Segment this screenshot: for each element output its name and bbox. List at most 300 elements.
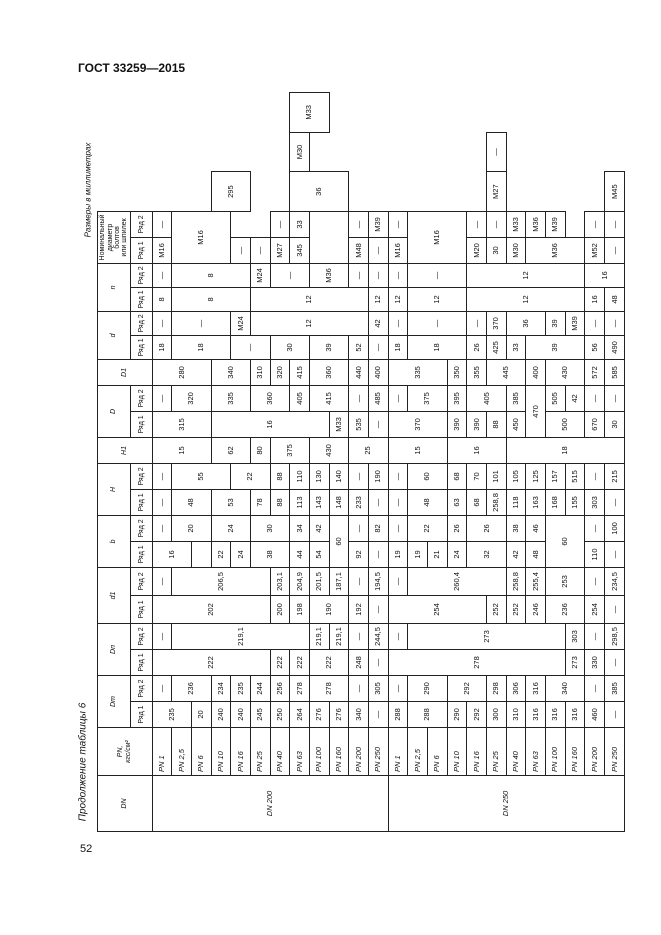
table-cell: M39 — [565, 311, 585, 335]
table-cell: M27 — [270, 237, 290, 263]
table-cell: PN 1 — [388, 728, 408, 776]
table-cell: — — [486, 132, 506, 172]
table-cell: M20 — [467, 237, 487, 263]
subheader-row1: Ряд 1 — [130, 489, 152, 515]
table-cell: M16 — [152, 237, 172, 263]
table-cell: 52 — [349, 335, 369, 359]
table-cell: 500 — [545, 411, 584, 437]
table-cell: 168 — [545, 489, 565, 515]
table-cell: — — [349, 463, 369, 489]
table-cell: 32 — [467, 541, 506, 567]
table-cell: — — [585, 675, 605, 701]
table-cell: — — [604, 649, 624, 675]
table-cell: 88 — [270, 463, 290, 489]
table-cell: — — [604, 702, 624, 728]
table-cell: 254 — [585, 595, 605, 623]
subheader-row1: Ряд 1 — [130, 411, 152, 437]
table-cell: — — [368, 489, 388, 515]
table-cell: PN 1 — [152, 728, 172, 776]
table-cell: 21 — [427, 541, 447, 567]
table-cell: 244 — [250, 675, 270, 701]
table-cell: 345 — [290, 237, 310, 263]
table-cell: 330 — [585, 649, 605, 675]
table-cell: 425 — [486, 335, 506, 359]
table-cell: — — [585, 463, 605, 489]
subheader-row1: Ряд 1 — [130, 595, 152, 623]
table-cell: 48 — [172, 489, 211, 515]
table-cell: — — [388, 623, 408, 649]
table-cell: M36 — [526, 237, 585, 263]
table-cell: 292 — [447, 675, 486, 701]
table-cell: 246 — [526, 595, 546, 623]
table-cell: — — [585, 515, 605, 541]
table-cell: PN 63 — [526, 728, 546, 776]
table-cell: 234,5 — [604, 567, 624, 595]
table-cell: — — [388, 263, 408, 287]
table-cell: 370 — [388, 411, 447, 437]
table-cell: — — [585, 311, 605, 335]
table-cell: 8 — [172, 287, 251, 311]
table-cell: — — [467, 311, 487, 335]
table-cell: M16 — [408, 211, 467, 263]
table-cell: 55 — [172, 463, 231, 489]
table-cell: 276 — [329, 702, 349, 728]
col-dn-inner: Dп — [98, 623, 131, 675]
units-caption: Размеры в миллиметрах — [83, 142, 93, 238]
table-cell: 320 — [172, 385, 211, 411]
table-cell: 460 — [585, 702, 605, 728]
subheader-row1: Ряд 1 — [130, 335, 152, 359]
table-cell: 12 — [408, 287, 467, 311]
table-cell: M24 — [250, 263, 270, 287]
table-cell: 385 — [604, 675, 624, 701]
table-cell: 12 — [368, 287, 388, 311]
table-cell: M30 — [506, 237, 526, 263]
table-cell: PN 2,5 — [172, 728, 192, 776]
col-dm: Dm — [98, 675, 131, 727]
table-cell: 54 — [309, 541, 329, 567]
table-cell: — — [604, 489, 624, 515]
table-cell: — — [368, 595, 388, 623]
table-cell: 70 — [467, 463, 487, 489]
table-cell: M48 — [349, 237, 369, 263]
table-row — [270, 93, 290, 832]
table-cell: 316 — [545, 702, 565, 728]
table-cell: 222 — [270, 649, 290, 675]
table-row — [506, 93, 526, 832]
table-cell: 63 — [447, 489, 467, 515]
table-cell: 252 — [486, 595, 506, 623]
table-cell: 53 — [211, 489, 250, 515]
table-cell: 48 — [408, 489, 447, 515]
table-cell: — — [604, 541, 624, 567]
table-row — [250, 93, 270, 832]
table-cell: 288 — [388, 702, 408, 728]
table-cell: — — [152, 385, 172, 411]
table-cell: 222 — [152, 649, 270, 675]
header-row-1 — [98, 93, 131, 832]
table-cell: 68 — [467, 489, 487, 515]
table-cell: 36 — [506, 311, 545, 335]
table-cell: 148 — [329, 489, 349, 515]
table-cell: 125 — [526, 463, 546, 489]
table-cell: 157 — [545, 463, 565, 489]
table-cell: PN 100 — [545, 728, 565, 776]
table-cell: — — [152, 311, 172, 335]
table-cell: PN 6 — [427, 728, 447, 776]
table-cell: M39 — [368, 211, 388, 237]
dn-cell: DN 250 — [388, 776, 624, 832]
table-row — [152, 93, 172, 832]
table-cell: — — [585, 567, 605, 595]
table-cell: 256 — [270, 675, 290, 701]
table-cell: 88 — [270, 489, 290, 515]
col-d1: d1 — [98, 567, 131, 623]
table-cell: 60 — [329, 515, 349, 567]
subheader-row2: Ряд 2 — [130, 311, 152, 335]
table-cell: M27 — [486, 172, 506, 212]
col-d: d — [98, 311, 131, 359]
table-cell: 30 — [250, 515, 289, 541]
table-cell: 18 — [172, 335, 231, 359]
table-cell: 415 — [290, 359, 310, 385]
table-cell: — — [388, 463, 408, 489]
table-cell: 290 — [408, 675, 447, 701]
table-cell: — — [349, 515, 369, 541]
table-cell: 255,4 — [526, 567, 546, 595]
table-cell: 15 — [152, 437, 211, 463]
table-cell: 219,1 — [172, 623, 310, 649]
table-cell: — — [388, 515, 408, 541]
table-cell: 82 — [368, 515, 388, 541]
table-cell: — — [152, 489, 172, 515]
table-cell: 234 — [211, 675, 231, 701]
table-cell: 18 — [408, 335, 467, 359]
table-cell: — — [585, 211, 605, 237]
table-cell: 130 — [309, 463, 329, 489]
table-cell: 19 — [388, 541, 408, 567]
table-cell: — — [388, 311, 408, 335]
table-cell: — — [152, 463, 172, 489]
table-cell: 16 — [152, 541, 191, 567]
table-cell: 335 — [211, 385, 250, 411]
table-cell: 155 — [565, 489, 585, 515]
table-cell: 360 — [250, 385, 289, 411]
table-cell: 30 — [604, 411, 624, 437]
table-cell: M33 — [506, 211, 526, 237]
table-cell: 16 — [585, 263, 625, 287]
table-cell: — — [585, 623, 605, 649]
table-cell: — — [152, 211, 172, 237]
table-cell: PN 2,5 — [408, 728, 428, 776]
table-cell: 20 — [191, 702, 211, 728]
table-cell: — — [585, 385, 605, 411]
table-cell: 260,4 — [408, 567, 506, 595]
subheader-row1: Ряд 1 — [130, 702, 152, 728]
table-cell: 298 — [486, 675, 506, 701]
table-cell: 60 — [408, 463, 447, 489]
table-cell: 273 — [565, 649, 585, 675]
document-header: ГОСТ 33259—2015 — [78, 61, 186, 75]
table-cell: PN 100 — [309, 728, 329, 776]
table-cell: 22 — [211, 541, 231, 567]
table-cell: 163 — [526, 489, 546, 515]
table-cell: 42 — [506, 541, 526, 567]
table-cell: 222 — [290, 649, 310, 675]
subheader-row2: Ряд 2 — [130, 675, 152, 701]
table-cell: 18 — [152, 335, 172, 359]
table-cell: — — [388, 385, 408, 411]
table-cell: 187,1 — [329, 567, 349, 595]
table-cell: 258,8 — [486, 489, 506, 515]
table-cell: M33 — [329, 411, 349, 437]
subheader-row1: Ряд 1 — [130, 541, 152, 567]
table-cell: 305 — [368, 675, 388, 701]
table-cell: — — [349, 263, 369, 287]
table-cell: 12 — [388, 287, 408, 311]
table-cell: — — [349, 675, 369, 701]
table-cell: 235 — [152, 702, 191, 728]
table-cell: 88 — [486, 411, 506, 437]
table-cell: PN 160 — [565, 728, 585, 776]
table-cell: — — [270, 263, 309, 287]
table-cell: 303 — [565, 623, 585, 649]
subheader-row2: Ряд 2 — [130, 385, 152, 411]
table-cell: 68 — [447, 463, 467, 489]
table-cell: 515 — [565, 463, 585, 489]
table-cell: — — [604, 211, 624, 237]
table-cell: — — [152, 567, 172, 595]
table-cell: 245 — [250, 702, 270, 728]
table-cell: — — [368, 237, 388, 263]
table-cell: — — [349, 623, 369, 649]
table-cell: — — [368, 702, 388, 728]
table-cell: — — [388, 489, 408, 515]
table-cell: 26 — [447, 515, 467, 541]
table-cell: 24 — [211, 515, 250, 541]
table-cell: 390 — [467, 411, 487, 437]
table-cell: — — [152, 263, 172, 287]
table-cell: — — [152, 515, 172, 541]
table-cell: 8 — [172, 263, 251, 287]
table-cell: 204,9 — [290, 567, 310, 595]
table-cell: 60 — [545, 515, 584, 567]
table-cell: 300 — [486, 702, 506, 728]
table-cell: PN 10 — [211, 728, 231, 776]
table-cell: — — [368, 263, 388, 287]
subheader-row2: Ряд 2 — [130, 211, 152, 237]
table-cell: 306 — [506, 675, 526, 701]
table-cell: 16 — [211, 411, 329, 437]
table-cell: — — [388, 211, 408, 237]
table-cell: 30 — [486, 237, 506, 263]
table-cell: 264 — [290, 702, 310, 728]
table-cell: 316 — [526, 675, 546, 701]
table-cell: 292 — [467, 702, 487, 728]
table-cell: 310 — [250, 359, 270, 385]
table-cell: 46 — [526, 515, 546, 541]
subheader-row2: Ряд 2 — [130, 515, 152, 541]
table-cell: 80 — [250, 437, 270, 463]
table-cell: PN 40 — [506, 728, 526, 776]
table-cell: 400 — [368, 359, 388, 385]
table-cell: 38 — [506, 515, 526, 541]
table-cell: 201,5 — [309, 567, 329, 595]
table-cell: 470 — [526, 385, 546, 437]
table-cell: 203,1 — [270, 567, 290, 595]
table-cell: 375 — [270, 437, 309, 463]
table-cell: — — [604, 311, 624, 335]
table-cell: 276 — [309, 702, 329, 728]
table-cell: 26 — [467, 515, 506, 541]
table-cell: 280 — [152, 359, 211, 385]
table-cell: 350 — [447, 359, 467, 385]
table-cell: 12 — [467, 263, 585, 287]
table-cell: 400 — [526, 359, 546, 385]
table-cell: 42 — [368, 311, 388, 335]
table-cell: 140 — [329, 463, 349, 489]
table-cell: PN 25 — [250, 728, 270, 776]
table-cell: 485 — [368, 385, 388, 411]
table-cell: 42 — [309, 515, 329, 541]
table-cell: 113 — [290, 489, 310, 515]
table-cell: 36 — [290, 172, 349, 212]
table-cell: PN 25 — [486, 728, 506, 776]
table-row — [388, 93, 408, 832]
table-cell: 39 — [526, 335, 585, 359]
table-cell: 248 — [349, 649, 369, 675]
table-cell: 12 — [250, 311, 368, 335]
subheader-row1: Ряд 1 — [130, 237, 152, 263]
table-cell: 118 — [506, 489, 526, 515]
table-cell: 240 — [211, 702, 231, 728]
table-cell: PN 200 — [349, 728, 369, 776]
table-cell: 22 — [408, 515, 447, 541]
table-cell: 360 — [309, 359, 348, 385]
table-cell: 244,5 — [368, 623, 388, 649]
table-cell: 430 — [309, 437, 348, 463]
table-cell: M45 — [604, 172, 624, 212]
table-cell: 48 — [526, 541, 546, 567]
table-cell: 200 — [270, 595, 290, 623]
table-cell: 33 — [506, 335, 526, 359]
table-cell: 440 — [349, 359, 369, 385]
table-cell: 340 — [211, 359, 250, 385]
table-cell: 48 — [604, 287, 624, 311]
table-cell: 19 — [408, 541, 428, 567]
table-cell: PN 40 — [270, 728, 290, 776]
flange-dimension-table — [97, 92, 625, 832]
table-cell: M16 — [172, 211, 231, 263]
table-cell: — — [368, 541, 388, 567]
table-cell: 215 — [604, 463, 624, 489]
table-cell: M16 — [388, 237, 408, 263]
table-cell: 278 — [388, 649, 565, 675]
table-cell: 235 — [231, 675, 251, 701]
table-cell: — — [604, 385, 624, 411]
table-cell: — — [349, 385, 369, 411]
table-cell: 25 — [349, 437, 388, 463]
subheader-row2: Ряд 2 — [130, 567, 152, 595]
table-cell: — — [349, 567, 369, 595]
table-cell: PN 200 — [585, 728, 605, 776]
table-cell: 192 — [349, 595, 369, 623]
table-cell: 370 — [486, 311, 506, 335]
table-cell: 143 — [309, 489, 329, 515]
table-cell: 250 — [270, 702, 290, 728]
table-cell: 335 — [388, 359, 447, 385]
table-cell: 78 — [250, 489, 270, 515]
col-H1: H1 — [98, 437, 153, 463]
table-caption: Продолжение таблицы 6 — [77, 702, 89, 822]
table-cell: 505 — [545, 385, 565, 411]
table-cell: — — [408, 311, 467, 335]
table-cell: 445 — [486, 359, 525, 385]
table-cell: — — [152, 675, 172, 701]
table-cell: 295 — [211, 172, 250, 212]
table-cell: 252 — [506, 595, 526, 623]
table-cell: — — [368, 411, 388, 437]
table-cell: M36 — [309, 263, 348, 287]
table-cell: PN 6 — [191, 728, 211, 776]
table-cell: 340 — [349, 702, 369, 728]
table-cell: PN 63 — [290, 728, 310, 776]
table-cell: 26 — [467, 335, 487, 359]
table-cell: 15 — [388, 437, 447, 463]
table-cell: M52 — [585, 237, 605, 263]
table-cell: 100 — [604, 515, 624, 541]
table-cell: 44 — [290, 541, 310, 567]
table-cell: — — [604, 237, 624, 263]
table-cell: 219,1 — [329, 623, 349, 649]
table-cell: — — [349, 211, 369, 237]
table-cell: PN 16 — [467, 728, 487, 776]
table-cell: 273 — [408, 623, 565, 649]
table-cell: 105 — [506, 463, 526, 489]
table-cell: — — [388, 675, 408, 701]
table-cell: 33 — [290, 211, 310, 237]
table-cell: PN 16 — [231, 728, 251, 776]
table-cell: 572 — [585, 359, 605, 385]
table-cell: 62 — [211, 437, 250, 463]
table-cell: 290 — [447, 702, 467, 728]
table-cell: 42 — [565, 385, 585, 411]
table-cell: 320 — [270, 359, 290, 385]
table-cell: 390 — [447, 411, 467, 437]
table-cell: — — [388, 567, 408, 595]
table-cell: 233 — [349, 489, 369, 515]
table-cell: — — [152, 623, 172, 649]
table-cell: 385 — [506, 385, 526, 411]
table-cell: 56 — [585, 335, 605, 359]
col-D1: D1 — [98, 359, 153, 385]
table-cell: 38 — [250, 541, 289, 567]
table-cell: M36 — [526, 211, 546, 237]
table-cell: 198 — [290, 595, 310, 623]
page-number: 52 — [80, 843, 93, 855]
table-cell: 222 — [309, 649, 348, 675]
table-cell: 24 — [231, 541, 251, 567]
table-cell: 355 — [467, 359, 487, 385]
table-cell: 236 — [172, 675, 211, 701]
table-cell: — — [467, 211, 487, 237]
table-row — [447, 93, 467, 832]
table-cell: — — [368, 335, 388, 359]
table-cell: 258,8 — [506, 567, 526, 595]
table-cell: 405 — [467, 385, 506, 411]
table-cell: M33 — [290, 93, 329, 133]
table-cell: 18 — [388, 335, 408, 359]
